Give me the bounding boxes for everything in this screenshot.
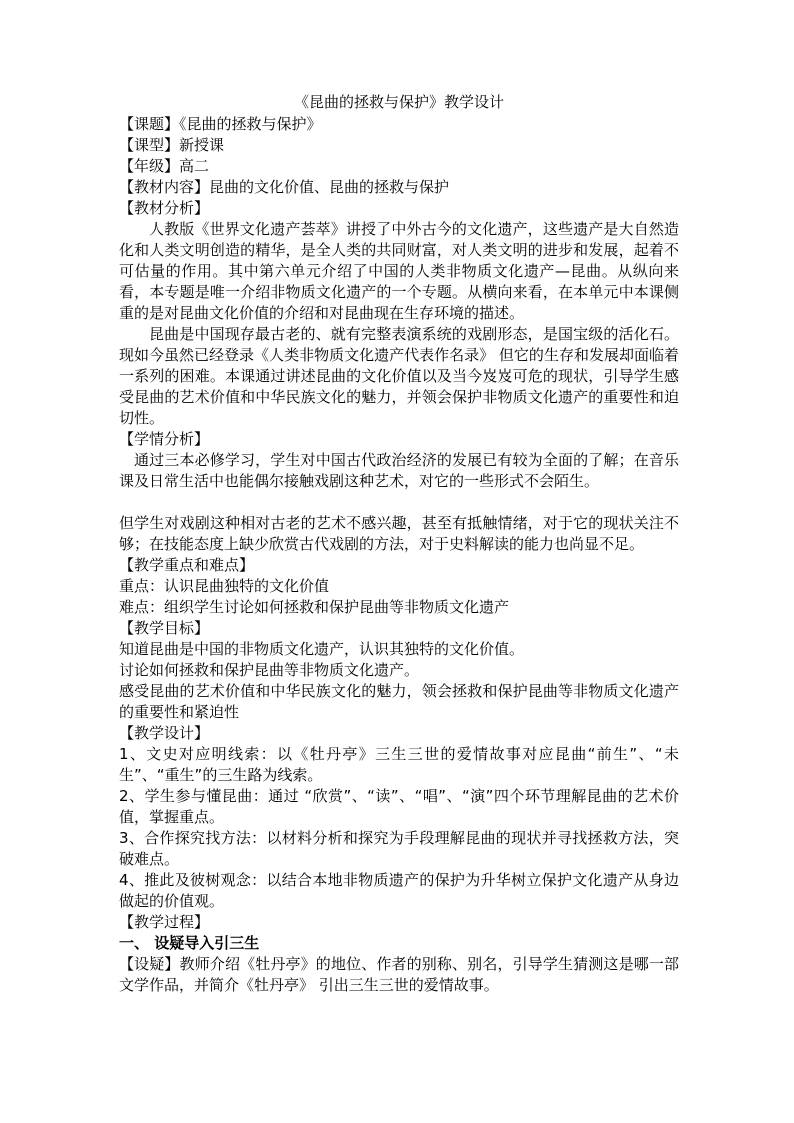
key-point: 重点：认识昆曲独特的文化价值 (119, 577, 330, 595)
grade-line: 【年级】高二 (119, 157, 210, 175)
section-one-heading: 一、 设疑导入引三生 (119, 934, 260, 952)
textbook-analysis-heading: 【教材分析】 (119, 199, 210, 217)
teaching-design-heading: 【教学设计】 (119, 724, 210, 742)
textbook-content-line: 【教材内容】昆曲的文化价值、昆曲的拯救与保护 (119, 178, 450, 196)
teaching-goals-heading: 【教学目标】 (119, 619, 210, 637)
teaching-goal-3: 感受昆曲的艺术价值和中华民族文化的魅力，领会拯救和保护昆曲等非物质文化遗产的重要性和紧迫性 (119, 682, 679, 721)
page-title: 《昆曲的拯救与保护》教学设计 (293, 93, 504, 111)
design-item-1: 1、文史对应明线索：以《牡丹亭》三生三世的爱情故事对应昆曲“前生”、“未生”、“重生”的三生路为线索。 (119, 745, 679, 784)
textbook-analysis-paragraph-1: 人教版《世界文化遗产荟萃》讲授了中外古今的文化遗产，这些遗产是大自然造化和人类文明创造的精华，是全人类的共同财富，对人类文明的进步和发展，起着不可估量的作用。其中第六单元介绍了中国的人类非物质文化遗产—昆曲。从纵向来看，本专题是唯一介绍非物质文化遗产的一个专题。从横向来看，在本单元中本课侧重的是对昆曲文化价值的介绍和对昆曲现在生存环境的描述。 (119, 220, 679, 322)
design-item-2: 2、学生参与懂昆曲：通过 “欣赏”、“读”、“唱”、“演”四个环节理解昆曲的艺术价值，掌握重点。 (119, 787, 679, 826)
intro-paragraph: 【设疑】教师介绍《牡丹亭》的地位、作者的别称、别名，引导学生猜测这是哪一部文学作品，并简介《牡丹亭》 引出三生三世的爱情故事。 (119, 955, 679, 994)
design-item-3: 3、合作探究找方法：以材料分析和探究为手段理解昆曲的现状并寻找拯救方法，突破难点。 (119, 829, 679, 868)
teaching-process-heading: 【教学过程】 (119, 913, 210, 931)
blank-line (119, 492, 679, 513)
design-item-4: 4、推此及彼树观念：以结合本地非物质遗产的保护为升华树立保护文化遗产从身边做起的价值观。 (119, 871, 679, 910)
learner-analysis-paragraph-2: 但学生对戏剧这种相对古老的艺术不感兴趣，甚至有抵触情绪，对于它的现状关注不够；在技能态度上缺少欣赏古代戏剧的方法，对于史料解读的能力也尚显不足。 (119, 514, 679, 553)
teaching-goal-1: 知道昆曲是中国的非物质文化遗产，认识其独特的文化价值。 (119, 640, 525, 658)
key-difficult-heading: 【教学重点和难点】 (119, 556, 255, 574)
learner-analysis-heading: 【学情分析】 (119, 430, 210, 448)
lesson-plan-page (119, 92, 679, 996)
difficult-point: 难点：组织学生讨论如何拯救和保护昆曲等非物质文化遗产 (119, 598, 510, 616)
teaching-goal-2: 讨论如何拯救和保护昆曲等非物质文化遗产。 (119, 661, 420, 679)
textbook-analysis-paragraph-2: 昆曲是中国现存最古老的、就有完整表演系统的戏剧形态，是国宝级的活化石。现如今虽然已经登录《人类非物质文化遗产代表作名录》 但它的生存和发展却面临着一系列的困难。本课通过讲述昆曲的文化价值以及当今岌岌可危的现状，引导学生感受昆曲的艺术价值和中华民族文化的魅力，并领会保护非物质文化遗产的重要性和迫切性。 (119, 325, 679, 427)
learner-analysis-paragraph-1: 通过三本必修学习，学生对中国古代政治经济的发展已有较为全面的了解；在音乐课及日常生活中也能偶尔接触戏剧这种艺术，对它的一些形式不会陌生。 (119, 451, 679, 490)
topic-line: 【课题】《昆曲的拯救与保护》 (119, 115, 322, 133)
lesson-type-line: 【课型】新授课 (119, 136, 225, 154)
